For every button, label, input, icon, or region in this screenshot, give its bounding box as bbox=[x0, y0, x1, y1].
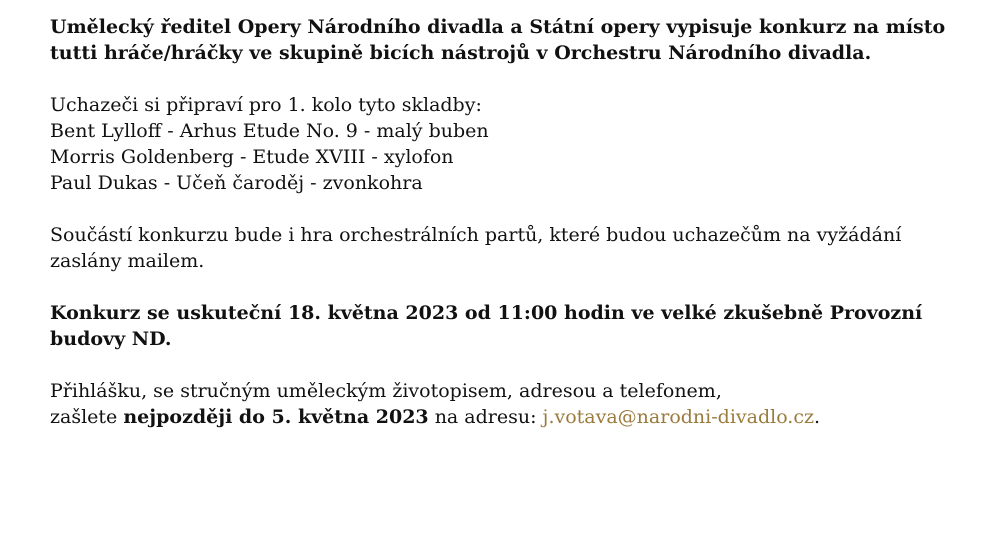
piece-item: Morris Goldenberg - Etude XVIII - xylofon bbox=[50, 146, 454, 168]
application-prefix: zašlete bbox=[50, 406, 124, 428]
deadline-text: nejpozději do 5. května 2023 bbox=[123, 406, 429, 428]
piece-item: Paul Dukas - Učeň čaroděj - zvonkohra bbox=[50, 172, 423, 194]
application-suffix: . bbox=[814, 406, 821, 428]
application-line-1: Přihlášku, se stručným uměleckým životopisem, adresou a telefonem, bbox=[50, 380, 722, 402]
address-label: na adresu: bbox=[428, 406, 543, 428]
email-link[interactable]: j.votava@narodni-divadlo.cz bbox=[542, 406, 814, 428]
pieces-heading: Uchazeči si připraví pro 1. kolo tyto skladby: bbox=[50, 94, 482, 116]
application-paragraph bbox=[50, 378, 970, 430]
intro-paragraph: Umělecký ředitel Opery Národního divadla a Státní opery vypisuje konkurz na místo tutti hráče/hráčky ve skupině bicích nástrojů v Orchestru Národního divadla. bbox=[50, 16, 946, 64]
orchestral-parts-paragraph: Součástí konkurzu bude i hra orchestrálních partů, které budou uchazečům na vyžádání zaslány mailem. bbox=[50, 224, 902, 272]
application-line-2 bbox=[50, 404, 970, 430]
piece-item: Bent Lylloff - Arhus Etude No. 9 - malý buben bbox=[50, 120, 489, 142]
audition-paragraph: Konkurz se uskuteční 18. května 2023 od 11:00 hodin ve velké zkušebně Provozní budovy ND. bbox=[50, 302, 923, 350]
pieces-section bbox=[50, 92, 970, 196]
announcement bbox=[50, 14, 970, 456]
